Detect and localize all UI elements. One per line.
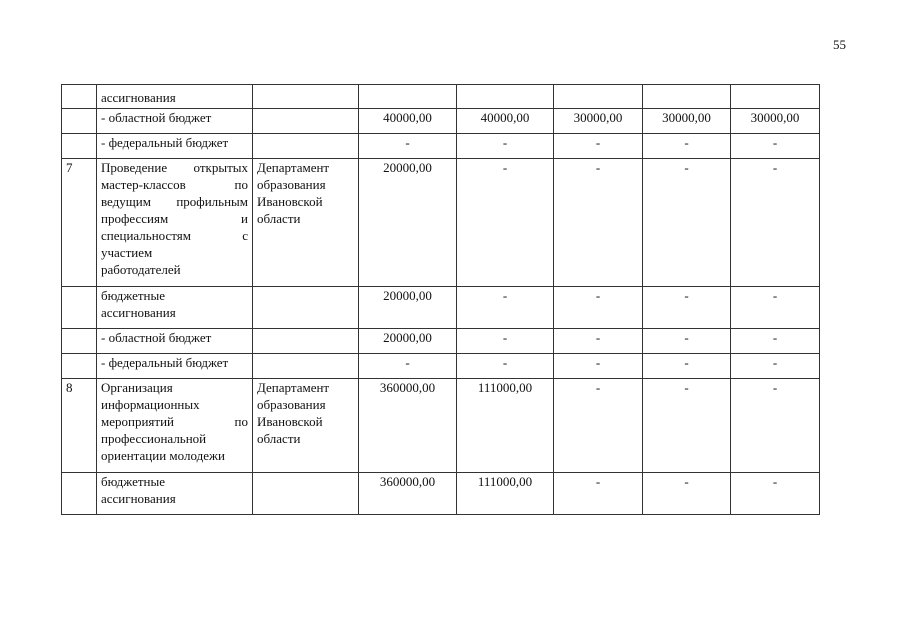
amount-cell: - — [643, 134, 731, 159]
description-line: ассигнования — [101, 305, 176, 320]
description-cell — [97, 354, 253, 379]
amount-cell: - — [643, 159, 731, 287]
amount-cell — [554, 85, 643, 109]
amount-cell: - — [554, 159, 643, 287]
amount-cell — [643, 85, 731, 109]
amount-cell: 30000,00 — [731, 109, 820, 134]
description-line: бюджетные — [101, 474, 166, 489]
description-line: участием — [101, 245, 153, 260]
amount-cell: - — [554, 134, 643, 159]
amount-cell: - — [554, 287, 643, 329]
row-number-cell — [62, 287, 97, 329]
responsible-org-cell — [253, 109, 359, 134]
amount-cell: - — [554, 379, 643, 473]
amount-cell: 30000,00 — [554, 109, 643, 134]
responsible-org-cell — [253, 329, 359, 354]
amount-cell: - — [554, 329, 643, 354]
responsible-org-cell — [253, 287, 359, 329]
amount-cell: - — [643, 329, 731, 354]
table-body — [62, 85, 820, 515]
description-cell — [97, 134, 253, 159]
responsible-org-cell: Департамент образования Ивановской области — [253, 379, 359, 473]
description-cell — [97, 159, 253, 287]
row-number-cell — [62, 473, 97, 515]
amount-cell: - — [457, 354, 554, 379]
amount-cell: - — [731, 473, 820, 515]
table-row — [62, 473, 820, 515]
amount-cell: 20000,00 — [359, 329, 457, 354]
table-row — [62, 287, 820, 329]
responsible-org-cell — [253, 134, 359, 159]
amount-cell: - — [643, 287, 731, 329]
description-cell — [97, 109, 253, 134]
description-line: информационных — [101, 397, 200, 412]
description-line: - федеральный бюджет — [101, 355, 229, 370]
description-line: профессиям и — [101, 211, 248, 226]
row-number-cell — [62, 354, 97, 379]
amount-cell: 40000,00 — [359, 109, 457, 134]
table-row — [62, 329, 820, 354]
description-line: - областной бюджет — [101, 330, 212, 345]
amount-cell: - — [731, 287, 820, 329]
description-line: - федеральный бюджет — [101, 135, 229, 150]
description-line: Проведение открытых — [101, 160, 248, 175]
amount-cell: - — [457, 287, 554, 329]
description-cell — [97, 379, 253, 473]
description-line: ассигнования — [101, 90, 176, 105]
description-cell — [97, 329, 253, 354]
table-row — [62, 159, 820, 287]
amount-cell: 30000,00 — [643, 109, 731, 134]
description-line: мероприятий по — [101, 414, 248, 429]
table-row — [62, 354, 820, 379]
row-number-cell — [62, 329, 97, 354]
amount-cell: - — [731, 159, 820, 287]
description-line: профессиональной — [101, 431, 207, 446]
responsible-org-cell: Департамент образования Ивановской области — [253, 159, 359, 287]
amount-cell: - — [554, 354, 643, 379]
amount-cell: 111000,00 — [457, 379, 554, 473]
description-line: ориентации молодежи — [101, 448, 225, 463]
amount-cell: - — [457, 134, 554, 159]
amount-cell: 360000,00 — [359, 379, 457, 473]
amount-cell: - — [643, 473, 731, 515]
description-line: ведущим профильным — [101, 194, 248, 209]
description-cell — [97, 473, 253, 515]
budget-table — [61, 84, 820, 515]
amount-cell — [359, 85, 457, 109]
table-row — [62, 85, 820, 109]
amount-cell: 111000,00 — [457, 473, 554, 515]
description-cell — [97, 85, 253, 109]
amount-cell: 360000,00 — [359, 473, 457, 515]
responsible-org-cell — [253, 85, 359, 109]
description-line: работодателей — [101, 262, 181, 277]
amount-cell: - — [457, 329, 554, 354]
description-line: Организация — [101, 380, 173, 395]
amount-cell: - — [731, 354, 820, 379]
amount-cell — [457, 85, 554, 109]
table-row — [62, 134, 820, 159]
description-line: - областной бюджет — [101, 110, 212, 125]
amount-cell: - — [643, 354, 731, 379]
responsible-org-cell — [253, 473, 359, 515]
amount-cell: 20000,00 — [359, 159, 457, 287]
amount-cell: - — [731, 134, 820, 159]
description-line: специальностям с — [101, 228, 248, 243]
page-number: 55 — [833, 37, 846, 52]
amount-cell: - — [731, 379, 820, 473]
row-number-cell — [62, 109, 97, 134]
amount-cell: - — [731, 329, 820, 354]
row-number-cell — [62, 85, 97, 109]
amount-cell: - — [457, 159, 554, 287]
description-line: мастер-классов по — [101, 177, 248, 192]
amount-cell: - — [554, 473, 643, 515]
amount-cell: 20000,00 — [359, 287, 457, 329]
amount-cell: - — [643, 379, 731, 473]
description-line: ассигнования — [101, 491, 176, 506]
description-line: бюджетные — [101, 288, 166, 303]
table-row — [62, 109, 820, 134]
responsible-org-cell — [253, 354, 359, 379]
amount-cell: - — [359, 134, 457, 159]
table-row — [62, 379, 820, 473]
row-number-cell — [62, 134, 97, 159]
amount-cell: 40000,00 — [457, 109, 554, 134]
row-number-cell: 8 — [62, 379, 97, 473]
row-number-cell: 7 — [62, 159, 97, 287]
amount-cell: - — [359, 354, 457, 379]
description-cell — [97, 287, 253, 329]
amount-cell — [731, 85, 820, 109]
